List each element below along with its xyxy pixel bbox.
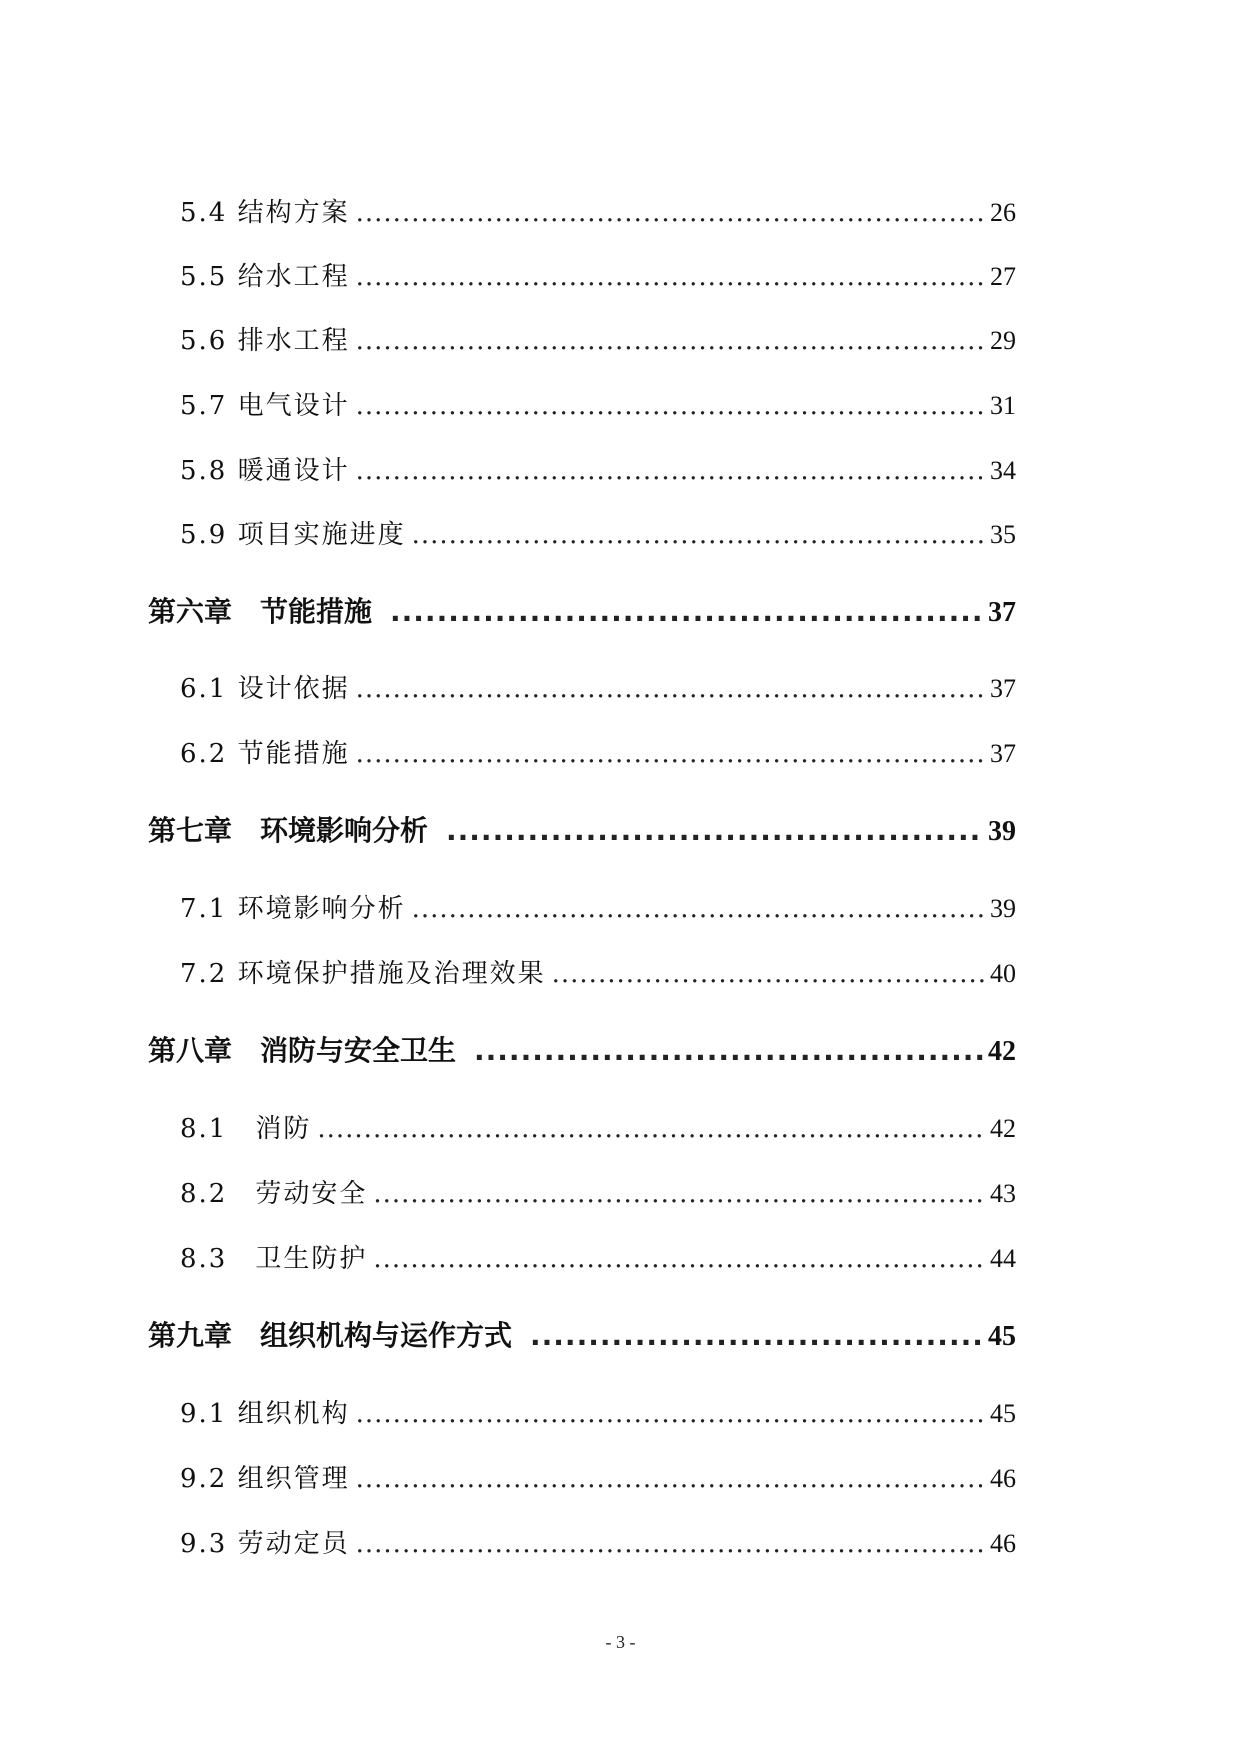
toc-page-number: 29: [990, 326, 1016, 355]
dot-leader: [446, 814, 984, 847]
toc-page-number: 44: [990, 1244, 1016, 1273]
dot-leader: [356, 739, 986, 769]
toc-page-number: 43: [990, 1179, 1016, 1208]
toc-chapter-7[interactable]: [148, 809, 1016, 853]
toc-entry-8-1[interactable]: [180, 1108, 1016, 1148]
toc-entry-label: 5.9 项目实施进度: [180, 520, 406, 550]
dot-leader: [373, 1244, 986, 1274]
toc-page-number: 39: [990, 894, 1016, 923]
dot-leader: [356, 326, 986, 356]
toc-entry-label: 9.3 劳动定员: [180, 1529, 350, 1559]
dot-leader: [356, 456, 986, 486]
toc-entry-5-6[interactable]: [180, 320, 1016, 360]
toc-page-number: 45: [990, 1399, 1016, 1428]
dot-leader: [530, 1319, 984, 1352]
toc-entry-5-9[interactable]: [180, 514, 1016, 554]
toc-page-number: 46: [990, 1464, 1016, 1493]
toc-page-number: 37: [990, 674, 1016, 703]
toc-entry-label: 7.2 环境保护措施及治理效果: [180, 959, 546, 989]
toc-entry-label: 5.6 排水工程: [180, 326, 350, 356]
toc-entry-label: 6.1 设计依据: [180, 674, 350, 704]
toc-page-number: 46: [990, 1529, 1016, 1558]
toc-entry-label: 9.2 组织管理: [180, 1464, 350, 1494]
dot-leader: [412, 894, 986, 924]
toc-chapter-label: 第八章 消防与安全卫生: [148, 1034, 457, 1067]
toc-entry-label: 8.2 劳动安全: [180, 1179, 368, 1209]
toc-entry-7-2[interactable]: [180, 953, 1016, 993]
toc-page-number: 39: [988, 816, 1016, 847]
toc-chapter-9[interactable]: [148, 1314, 1016, 1358]
toc-entry-label: 8.1 消防: [180, 1114, 312, 1144]
dot-leader: [412, 520, 986, 550]
dot-leader: [356, 1529, 986, 1559]
toc-page-number: 31: [990, 391, 1016, 420]
dot-leader: [356, 262, 986, 292]
toc-page-number: 37: [988, 597, 1016, 628]
dot-leader: [356, 674, 986, 704]
toc-page-number: 42: [990, 1114, 1016, 1143]
toc-entry-5-8[interactable]: [180, 450, 1016, 490]
dot-leader: [474, 1034, 984, 1067]
dot-leader: [390, 595, 984, 628]
dot-leader: [356, 1399, 986, 1429]
toc-page-number: 45: [988, 1321, 1016, 1352]
toc-entry-label: 8.3 卫生防护: [180, 1244, 368, 1274]
page-number-footer: - 3 -: [605, 1632, 636, 1652]
dot-leader: [317, 1114, 986, 1144]
toc-entry-9-1[interactable]: [180, 1393, 1016, 1433]
toc-chapter-8[interactable]: [148, 1029, 1016, 1073]
toc-entry-label: 5.8 暖通设计: [180, 456, 350, 486]
toc-entry-label: 7.1 环境影响分析: [180, 894, 406, 924]
toc-entry-9-2[interactable]: [180, 1458, 1016, 1498]
toc-page-number: 37: [990, 739, 1016, 768]
toc-page-number: 35: [990, 520, 1016, 549]
toc-entry-5-7[interactable]: [180, 385, 1016, 425]
dot-leader: [552, 959, 986, 989]
toc-entry-6-1[interactable]: [180, 668, 1016, 708]
toc-chapter-label: 第七章 环境影响分析: [148, 814, 429, 847]
toc-entry-9-3[interactable]: [180, 1523, 1016, 1563]
toc-page-number: 34: [990, 456, 1016, 485]
toc-entry-8-3[interactable]: [180, 1238, 1016, 1278]
dot-leader: [356, 198, 986, 228]
toc-entry-5-4[interactable]: [180, 192, 1016, 232]
toc-chapter-label: 第六章 节能措施: [148, 595, 373, 628]
toc-entry-label: 6.2 节能措施: [180, 739, 350, 769]
dot-leader: [356, 391, 986, 421]
toc-entry-label: 5.5 给水工程: [180, 262, 350, 292]
toc-page-number: 40: [990, 959, 1016, 988]
toc-page-number: 26: [990, 198, 1016, 227]
toc-entry-label: 5.4 结构方案: [180, 198, 350, 228]
toc-chapter-label: 第九章 组织机构与运作方式: [148, 1319, 513, 1352]
toc-chapter-6[interactable]: [148, 590, 1016, 634]
toc-page-number: 27: [990, 262, 1016, 291]
toc-entry-6-2[interactable]: [180, 733, 1016, 773]
toc-entry-7-1[interactable]: [180, 888, 1016, 928]
toc-page-number: 42: [988, 1036, 1016, 1067]
toc-entry-label: 5.7 电气设计: [180, 391, 350, 421]
dot-leader: [356, 1464, 986, 1494]
dot-leader: [373, 1179, 986, 1209]
toc-entry-8-2[interactable]: [180, 1173, 1016, 1213]
toc-entry-label: 9.1 组织机构: [180, 1399, 350, 1429]
toc-entry-5-5[interactable]: [180, 256, 1016, 296]
